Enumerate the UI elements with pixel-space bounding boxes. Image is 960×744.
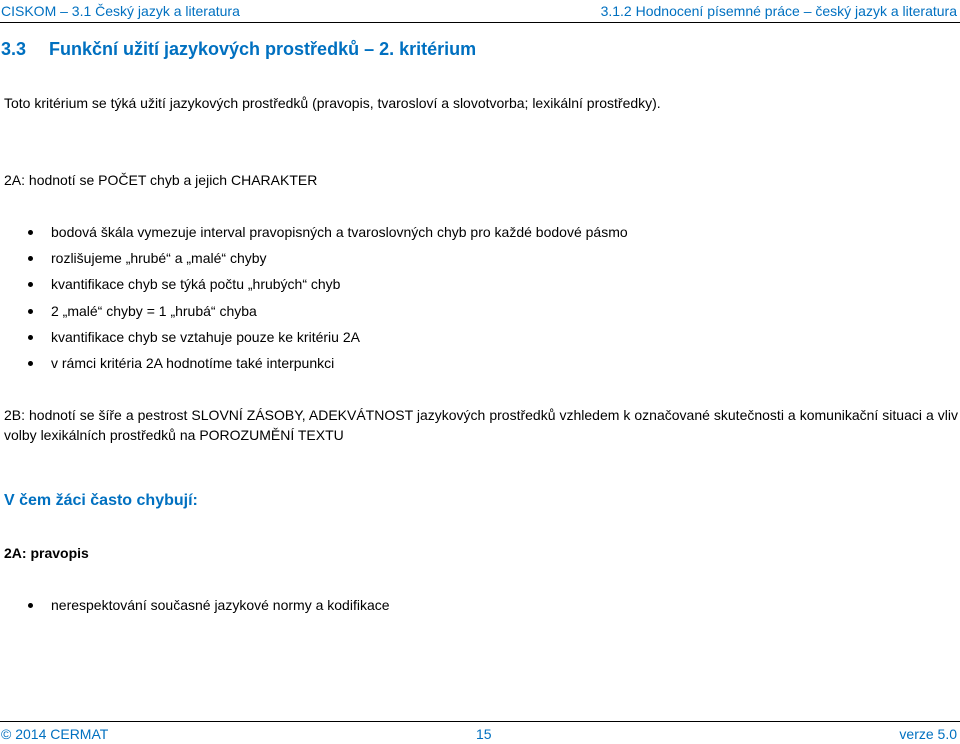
- list-item: [0, 355, 628, 381]
- bullet-icon: [28, 230, 33, 235]
- footer-version: verze 5.0: [899, 726, 957, 742]
- page-footer: [0, 721, 960, 744]
- list-item-text: v rámci kritéria 2A hodnotíme také interpunkci: [51, 354, 335, 371]
- section-title: [1, 39, 476, 60]
- list-item: [0, 303, 628, 329]
- footer-copyright: © 2014 CERMAT: [1, 726, 109, 742]
- list-item: [0, 250, 628, 276]
- bullet-icon: [28, 282, 33, 287]
- list-item-text: nerespektování současné jazykové normy a kodifikace: [51, 597, 390, 613]
- intro-paragraph: Toto kritérium se týká užití jazykových prostředků (pravopis, tvarosloví a slovotvorba; lexikální prostředky).: [4, 95, 661, 111]
- bullet-icon: [28, 361, 33, 366]
- bullet-icon: [28, 256, 33, 261]
- bullet-icon: [28, 309, 33, 314]
- list-item: [0, 597, 390, 623]
- criterion-2a-heading: 2A: hodnotí se POČET chyb a jejich CHARAKTER: [4, 172, 318, 188]
- header-document-title: 3.1.2 Hodnocení písemné práce – český jazyk a literatura: [600, 3, 957, 19]
- list-item-text: rozlišujeme „hrubé“ a „malé“ chyby: [51, 250, 267, 267]
- section-number: 3.3: [1, 39, 27, 59]
- list-item: [0, 276, 628, 302]
- list-item-text: kvantifikace chyb se vztahuje pouze ke kritériu 2A: [51, 328, 360, 345]
- bullet-icon: [28, 335, 33, 340]
- bullet-icon: [28, 603, 33, 608]
- page-header: [0, 0, 960, 23]
- criterion-2b-paragraph: 2B: hodnotí se šíře a pestrost SLOVNÍ ZÁSOBY, ADEKVÁTNOST jazykových prostředků vzhledem k označované skutečnosti a komunikační situaci a vliv volby lexikálních prostředků na POROZUMĚNÍ TEXTU: [4, 407, 958, 443]
- mistakes-heading: V čem žáci často chybují:: [4, 492, 198, 509]
- section-title-text: Funkční užití jazykových prostředků – 2. kritérium: [49, 39, 477, 59]
- list-item-text: kvantifikace chyb se týká počtu „hrubých“ chyb: [51, 276, 341, 293]
- list-item: [0, 224, 628, 250]
- page-number: 15: [476, 726, 492, 742]
- list-item-text: bodová škála vymezuje interval pravopisných a tvaroslovných chyb pro každé bodové pásmo: [51, 224, 628, 240]
- criterion-2a-list: [0, 224, 628, 381]
- mistakes-label: 2A: pravopis: [4, 545, 89, 561]
- mistakes-list: [0, 597, 390, 623]
- header-course-title: CISKOM – 3.1 Český jazyk a literatura: [1, 3, 240, 19]
- list-item-text: 2 „malé“ chyby = 1 „hrubá“ chyba: [51, 302, 257, 319]
- list-item: [0, 329, 628, 355]
